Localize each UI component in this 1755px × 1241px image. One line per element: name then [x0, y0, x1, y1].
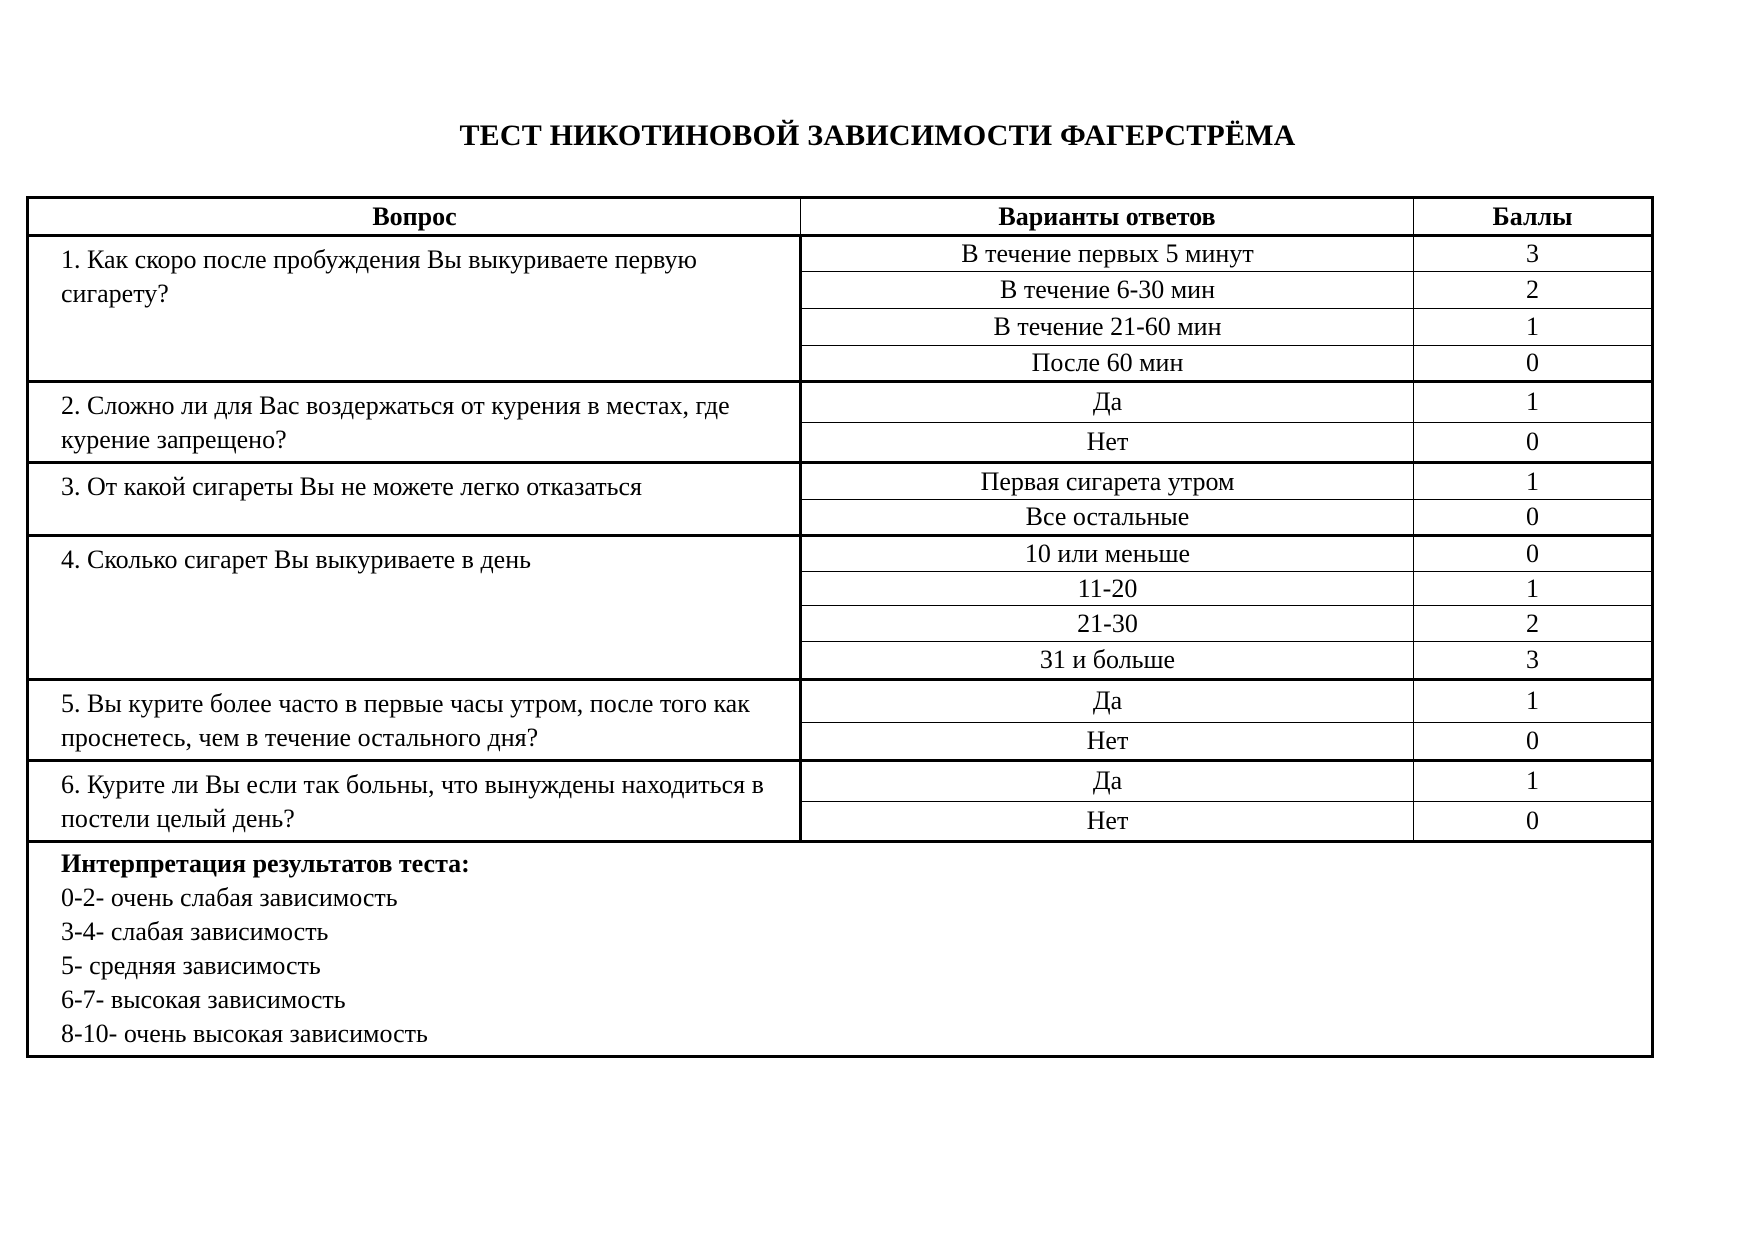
answer-option: Да: [801, 680, 1414, 723]
points-value: 2: [1414, 272, 1653, 309]
table-row: [28, 761, 1653, 802]
answer-option: Да: [801, 761, 1414, 802]
points-value: 1: [1414, 382, 1653, 423]
table-row: [28, 382, 1653, 423]
answer-option: После 60 мин: [801, 346, 1414, 382]
header-points: Баллы: [1414, 198, 1653, 236]
points-value: 0: [1414, 536, 1653, 572]
answer-option: Нет: [801, 422, 1414, 463]
header-answers: Варианты ответов: [801, 198, 1414, 236]
points-value: 3: [1414, 236, 1653, 272]
points-value: 2: [1414, 606, 1653, 642]
table-row: [28, 680, 1653, 723]
answer-option: Нет: [801, 801, 1414, 842]
answer-option: 21-30: [801, 606, 1414, 642]
table-row: [28, 536, 1653, 572]
points-value: 1: [1414, 309, 1653, 346]
fagerstrom-test-table: [26, 196, 1654, 1058]
answer-option: В течение 21-60 мин: [801, 309, 1414, 346]
answer-option: Все остальные: [801, 500, 1414, 536]
question-6-text: 6. Курите ли Вы если так больны, что вынуждены находиться в постели целый день?: [28, 761, 801, 842]
answer-option: Нет: [801, 722, 1414, 760]
interpretation-heading: Интерпретация результатов теста:: [61, 849, 470, 878]
points-value: 0: [1414, 422, 1653, 463]
answer-option: Первая сигарета утром: [801, 463, 1414, 500]
interpretation-line: 0-2- очень слабая зависимость: [61, 883, 398, 912]
answer-option: В течение 6-30 мин: [801, 272, 1414, 309]
table-row: [28, 236, 1653, 272]
answer-option: Да: [801, 382, 1414, 423]
question-3-text: 3. От какой сигареты Вы не можете легко отказаться: [28, 463, 801, 536]
question-2-text: 2. Сложно ли для Вас воздержаться от курения в местах, где курение запрещено?: [28, 382, 801, 463]
points-value: 3: [1414, 642, 1653, 680]
answer-option: 31 и больше: [801, 642, 1414, 680]
answer-option: В течение первых 5 минут: [801, 236, 1414, 272]
interpretation-line: 5- средняя зависимость: [61, 951, 321, 980]
interpretation-cell: [28, 842, 1653, 1057]
question-4-text: 4. Сколько сигарет Вы выкуриваете в день: [28, 536, 801, 680]
points-value: 1: [1414, 572, 1653, 606]
answer-option: 10 или меньше: [801, 536, 1414, 572]
points-value: 1: [1414, 761, 1653, 802]
points-value: 0: [1414, 346, 1653, 382]
answer-option: 11-20: [801, 572, 1414, 606]
interpretation-line: 6-7- высокая зависимость: [61, 985, 346, 1014]
points-value: 0: [1414, 722, 1653, 760]
page-title: ТЕСТ НИКОТИНОВОЙ ЗАВИСИМОСТИ ФАГЕРСТРЁМА: [459, 119, 1296, 152]
question-5-text: 5. Вы курите более часто в первые часы утром, после того как проснетесь, чем в течение остального дня?: [28, 680, 801, 761]
table-row: [28, 463, 1653, 500]
question-1-text: 1. Как скоро после пробуждения Вы выкуриваете первую сигарету?: [28, 236, 801, 382]
interpretation-line: 8-10- очень высокая зависимость: [61, 1019, 428, 1048]
points-value: 1: [1414, 680, 1653, 723]
points-value: 0: [1414, 500, 1653, 536]
interpretation-line: 3-4- слабая зависимость: [61, 917, 329, 946]
points-value: 0: [1414, 801, 1653, 842]
points-value: 1: [1414, 463, 1653, 500]
header-question: Вопрос: [28, 198, 801, 236]
interpretation-row: [28, 842, 1653, 1057]
table-header-row: [28, 198, 1653, 236]
